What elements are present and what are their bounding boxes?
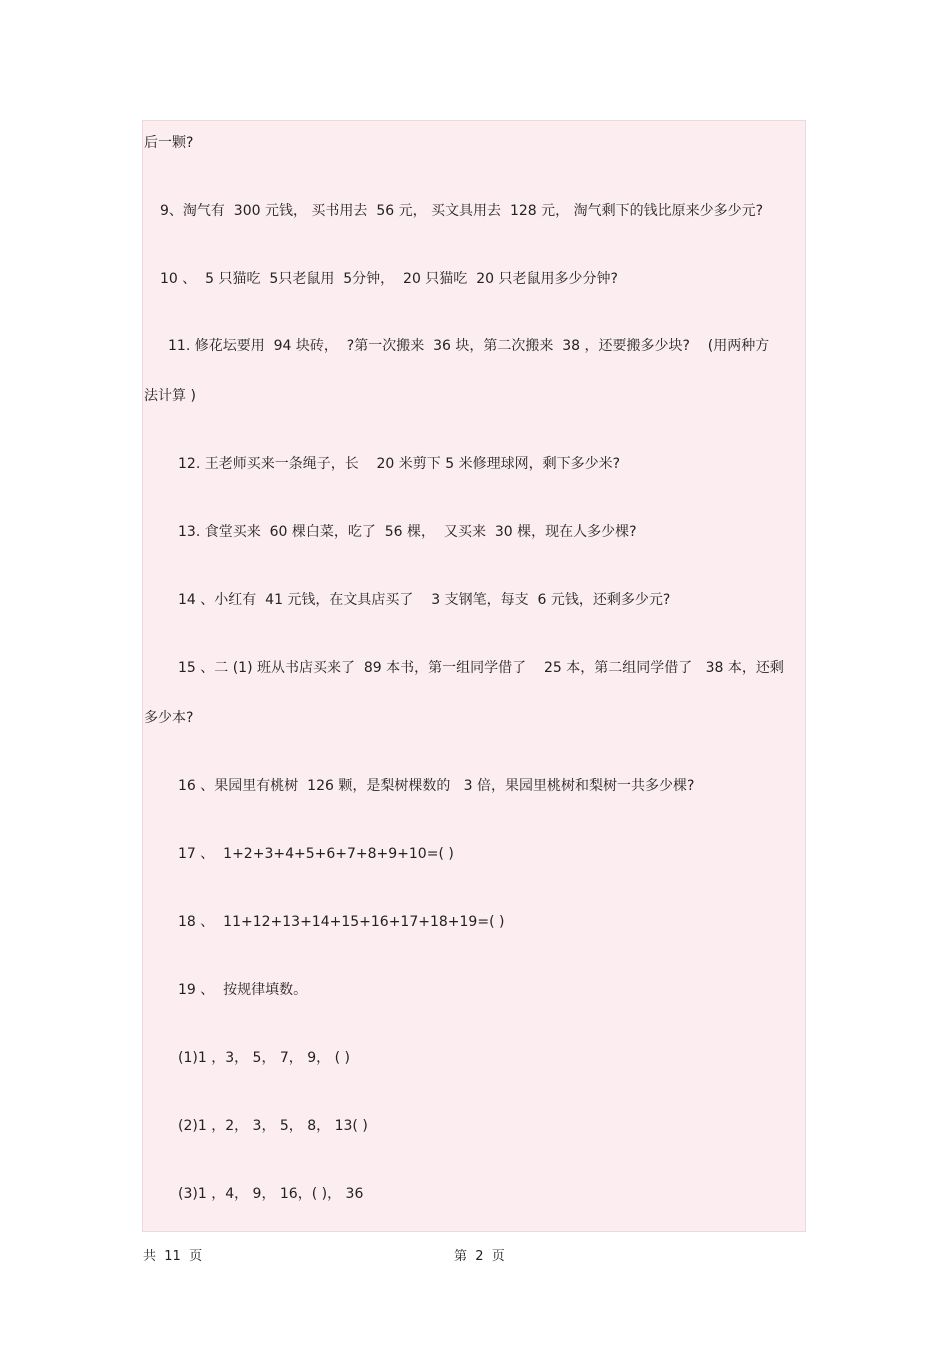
- footer-total-pages: 共 11 页: [143, 1249, 203, 1264]
- question-17: 17 、 1+2+3+4+5+6+7+8+9+10=( ): [178, 846, 454, 862]
- sequence-1: (1)1 ，3， 5， 7， 9， ( ): [178, 1050, 350, 1066]
- question-9: 9、淘气有 300 元钱， 买书用去 56 元， 买文具用去 128 元， 淘气剩下的钱比原来少多少元?: [160, 203, 763, 219]
- question-11: 11. 修花坛要用 94 块砖， ?第一次搬来 36 块，第二次搬来 38 ，还要搬多少块? (用两种方: [168, 338, 770, 354]
- question-19: 19 、 按规律填数。: [178, 982, 308, 998]
- sequence-3: (3)1 ，4， 9， 16，( )， 36: [178, 1186, 364, 1202]
- question-18: 18 、 11+12+13+14+15+16+17+18+19=( ): [178, 914, 505, 930]
- question-11-continuation: 法计算 ): [144, 388, 196, 404]
- sequence-2: (2)1 ，2， 3， 5， 8， 13( ): [178, 1118, 368, 1134]
- question-12: 12. 王老师买来一条绳子，长 20 米剪下 5 米修理球网，剩下多少米?: [178, 456, 621, 472]
- question-15: 15 、二 (1) 班从书店买来了 89 本书，第一组同学借了 25 本，第二组同学借了 38 本，还剩: [178, 660, 784, 676]
- question-14: 14 、小红有 41 元钱，在文具店买了 3 支钢笔，每支 6 元钱，还剩多少元?: [178, 592, 671, 608]
- question-16: 16 、果园里有桃树 126 颗，是梨树棵数的 3 倍，果园里桃树和梨树一共多少棵?: [178, 778, 695, 794]
- question-13: 13. 食堂买来 60 棵白菜，吃了 56 棵， 又买来 30 棵，现在人多少棵?: [178, 524, 637, 540]
- content-panel: [142, 120, 806, 1232]
- text-line-continuation: 后一颗?: [144, 135, 194, 151]
- question-15-continuation: 多少本?: [144, 710, 194, 726]
- footer-current-page: 第 2 页: [454, 1249, 505, 1264]
- question-10: 10 、 5 只猫吃 5只老鼠用 5分钟， 20 只猫吃 20 只老鼠用多少分钟?: [160, 271, 618, 287]
